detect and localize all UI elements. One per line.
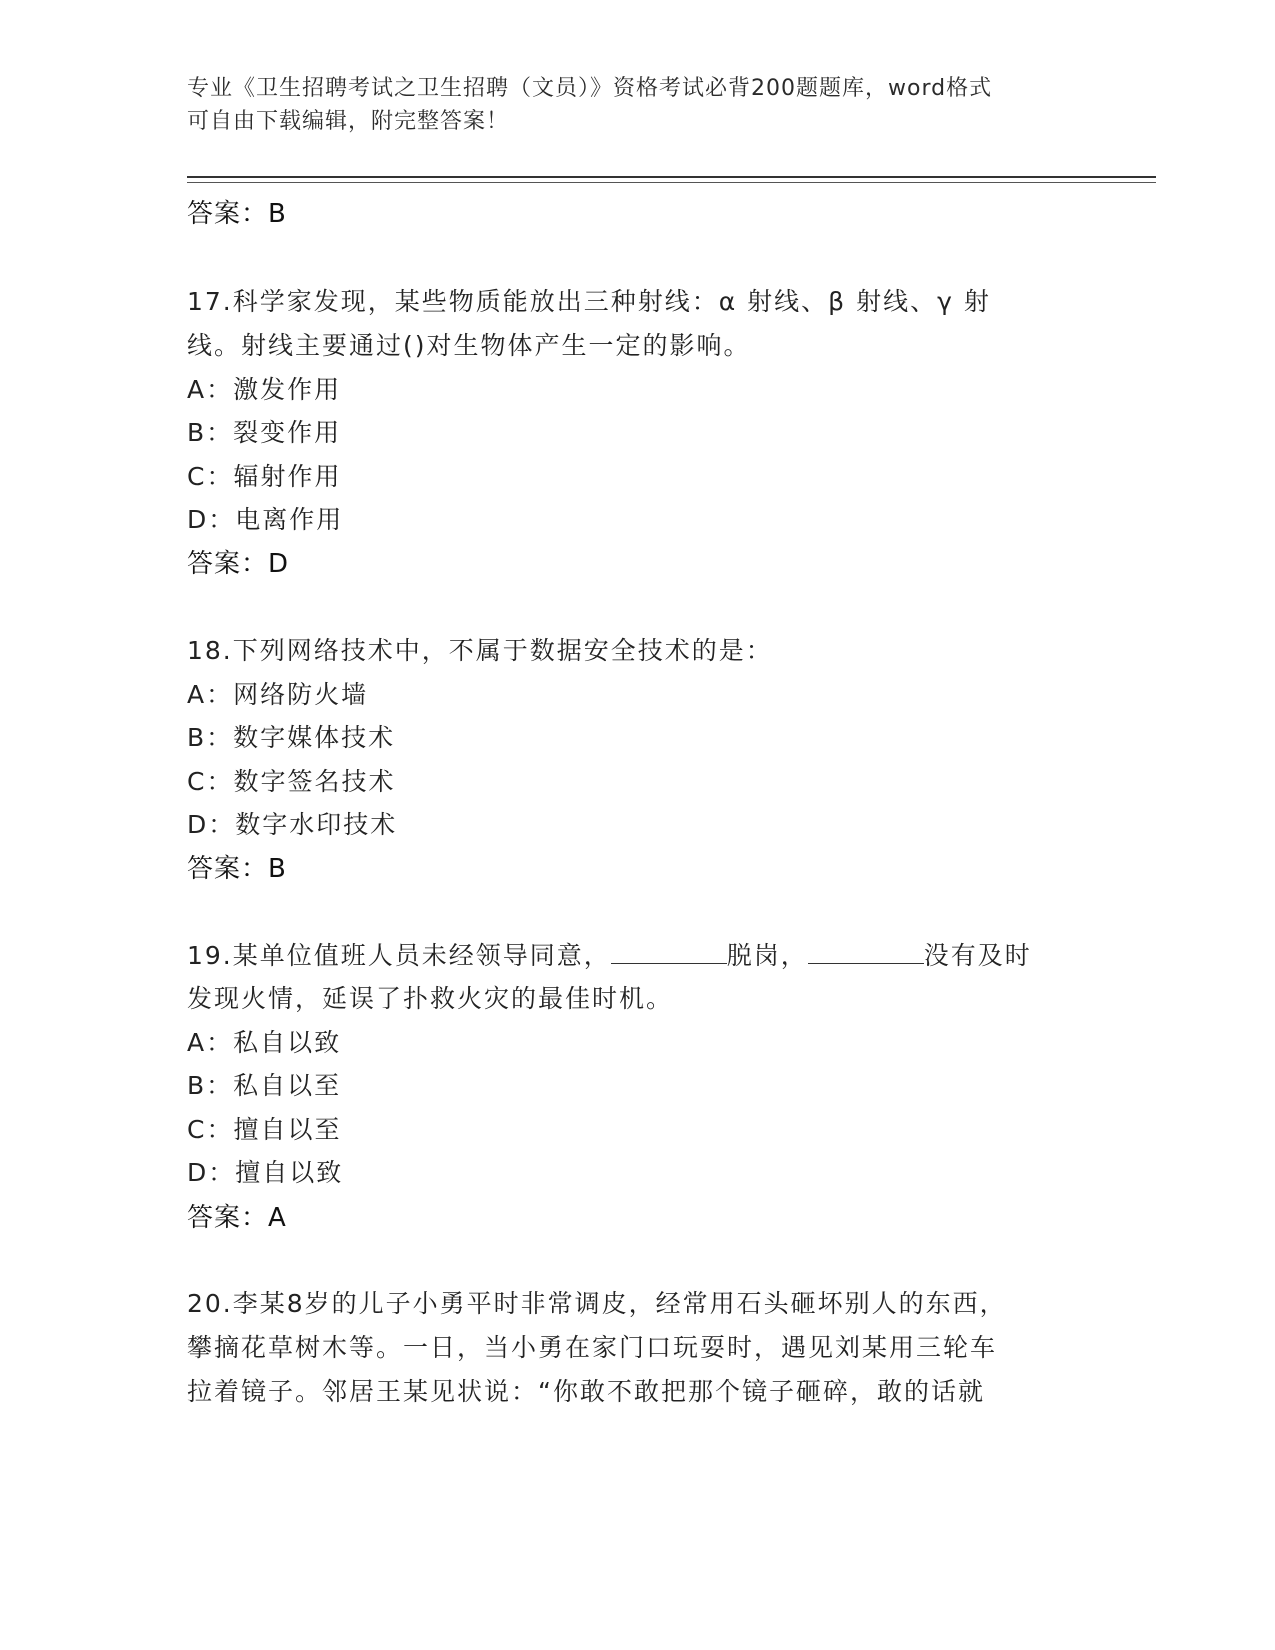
q19-stem-line-2: 发现火情，延误了扑救火灾的最佳时机。	[187, 984, 674, 1013]
q19-option-c: C：擅自以至	[187, 1115, 342, 1144]
answer-16: 答案：B	[187, 199, 287, 229]
q19-stem-line-1	[187, 936, 1032, 972]
q19-option-d: D：擅自以致	[187, 1158, 344, 1187]
q17-stem-line-1: 17.科学家发现，某些物质能放出三种射线：α 射线、β 射线、γ 射	[187, 287, 991, 316]
q17-option-d: D：电离作用	[187, 505, 344, 534]
header-line-1: 专业《卫生招聘考试之卫生招聘（文员）》资格考试必背200题题库，word格式	[187, 76, 993, 101]
q18-stem-line-1: 18.下列网络技术中，不属于数据安全技术的是：	[187, 636, 773, 665]
q18-option-a: A：网络防火墙	[187, 680, 369, 709]
q19-option-b: B：私自以至	[187, 1071, 342, 1100]
q20-stem-line-2: 攀摘花草树木等。一日，当小勇在家门口玩耍时，遇见刘某用三轮车	[187, 1333, 998, 1362]
q18-option-b: B：数字媒体技术	[187, 723, 396, 752]
q17-option-b: B：裂变作用	[187, 418, 342, 447]
q17-answer: 答案：D	[187, 549, 290, 579]
q20-stem-line-1: 20.李某8岁的儿子小勇平时非常调皮，经常用石头砸坏别人的东西，	[187, 1289, 1007, 1318]
q20-stem-line-3: 拉着镜子。邻居王某见状说：“你敢不敢把那个镜子砸碎，敢的话就	[187, 1377, 985, 1406]
header-line-2: 可自由下载编辑，附完整答案！	[187, 109, 510, 134]
q18-option-c: C：数字签名技术	[187, 767, 396, 796]
q17-option-c: C：辐射作用	[187, 462, 342, 491]
document-header	[187, 72, 1067, 138]
q19-stem-part-1: 19.某单位值班人员未经领导同意，	[187, 941, 611, 970]
q18-option-d: D：数字水印技术	[187, 810, 398, 839]
q19-stem-part-2: 脱岗，	[726, 941, 808, 970]
q19-answer: 答案：A	[187, 1203, 287, 1233]
fill-blank-2	[808, 941, 924, 964]
fill-blank-1	[611, 941, 727, 964]
header-divider-thick	[187, 176, 1156, 178]
q18-answer: 答案：B	[187, 854, 287, 884]
q19-stem-part-3: 没有及时	[923, 941, 1032, 970]
header-divider-thin	[187, 182, 1156, 183]
q17-stem-line-2: 线。射线主要通过()对生物体产生一定的影响。	[187, 331, 751, 360]
q17-option-a: A：激发作用	[187, 375, 342, 404]
q19-option-a: A：私自以致	[187, 1028, 342, 1057]
